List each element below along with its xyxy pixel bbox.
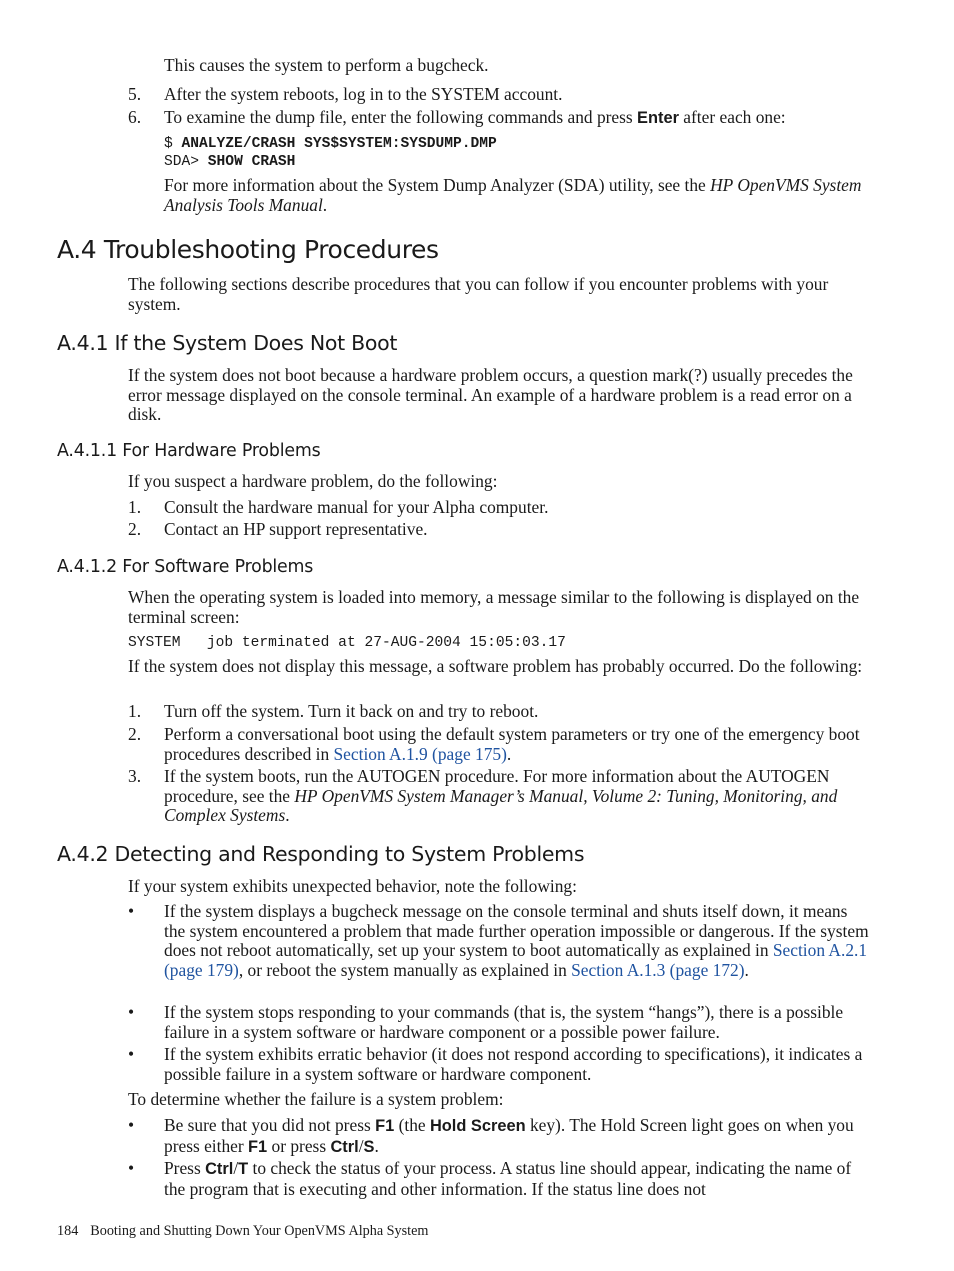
list-item-text: Press Ctrl/T to check the status of your process. A status line should appear, indicating the name of the program that is executing and other information. If the status line does not: [164, 1158, 852, 1199]
a42-paragraph-2: To determine whether the failure is a system problem:: [128, 1089, 504, 1109]
manual-title: HP OpenVMS System Analysis Tools Manual: [164, 175, 862, 215]
bullet-symbol: •: [128, 1158, 135, 1178]
a411-paragraph: If you suspect a hardware problem, do the following:: [128, 471, 498, 491]
list-number: 5.: [128, 84, 142, 104]
list-item-text: If the system boots, run the AUTOGEN procedure. For more information about the AUTOGEN procedure, see the HP OpenVMS System Manager’s Manual, Volume 2: Tuning, Monitoring, and Complex Systems.: [164, 766, 838, 826]
list-item-text: Be sure that you did not press F1 (the Hold Screen key). The Hold Screen light goes on when you press either F1 or press Ctrl/S.: [164, 1115, 854, 1156]
bullet-item-bugcheck: [128, 902, 870, 1002]
command-line-1: $ ANALYZE/CRASH SYS$SYSTEM:SYSDUMP.DMP: [164, 136, 497, 152]
bullet-symbol: •: [128, 1044, 135, 1064]
list-number: 2.: [128, 519, 142, 539]
list-item-text: If the system displays a bugcheck message on the console terminal and shuts itself down, it means the system encountered a problem that made further operation impossible or dangerous. If the system does not reboot automatically, set up your system to boot automatically as explained in Section A.2.1 (page 179), or reboot the system manually as explained in Section A.1.3 (page 172).: [164, 901, 869, 980]
bullet-symbol: •: [128, 1115, 135, 1135]
list-item-hw-1: [128, 498, 870, 518]
list-item-hw-2: [128, 520, 870, 540]
list-item-text: If the system stops responding to your commands (that is, the system “hangs”), there is a possible failure in a system software or hardware component or a possible power failure.: [164, 1002, 844, 1042]
footer-title: Booting and Shutting Down Your OpenVMS Alpha System: [90, 1223, 429, 1239]
list-item-sw-3: [128, 767, 870, 827]
a412-paragraph-2: If the system does not display this message, a software problem has probably occurred. Do the following:: [128, 656, 863, 676]
a41-paragraph: If the system does not boot because a hardware problem occurs, a question mark(?) usually precedes the error message displayed on the console terminal. An example of a hardware problem is a read error on a disk.: [128, 365, 853, 425]
page-footer: [57, 1222, 428, 1240]
f1-key: F1: [375, 1117, 395, 1135]
list-number: 2.: [128, 724, 142, 744]
manual-title: HP OpenVMS System Manager’s Manual, Volume 2: Tuning, Monitoring, and Complex Systems: [164, 785, 838, 826]
list-item-step-6: [128, 108, 870, 128]
enter-key: Enter: [637, 109, 679, 127]
link-section-a21[interactable]: Section A.2.1 (page 179): [164, 940, 868, 980]
bugcheck-note: This causes the system to perform a bugcheck.: [164, 55, 489, 75]
list-item-text: Consult the hardware manual for your Alpha computer.: [164, 497, 549, 517]
sda-info-paragraph: For more information about the System Dump Analyzer (SDA) utility, see the HP OpenVMS System Analysis Tools Manual.: [164, 175, 862, 215]
list-item-text: Turn off the system. Turn it back on and try to reboot.: [164, 701, 539, 721]
section-heading-a411: A.4.1.1 For Hardware Problems: [57, 441, 321, 461]
link-section-a13[interactable]: Section A.1.3 (page 172): [571, 959, 745, 980]
bullet-symbol: •: [128, 1002, 135, 1022]
list-number: 3.: [128, 766, 142, 786]
command-line-2: SDA> SHOW CRASH: [164, 154, 296, 170]
section-heading-a4: A.4 Troubleshooting Procedures: [57, 235, 439, 264]
f1-key: F1: [248, 1137, 268, 1156]
section-heading-a41: A.4.1 If the System Does Not Boot: [57, 331, 398, 355]
list-number: 6.: [128, 107, 142, 127]
list-item-text: If the system exhibits erratic behavior (it does not respond according to specifications), it indicates a possible failure in a system software or hardware component.: [164, 1044, 863, 1084]
list-item-step-5: [128, 85, 870, 105]
t-key: T: [238, 1160, 249, 1178]
a412-paragraph-1: When the operating system is loaded into memory, a message similar to the following is displayed on the terminal screen:: [128, 587, 860, 627]
list-item-text: After the system reboots, log in to the SYSTEM account.: [164, 84, 563, 104]
bullet-item-erratic: [128, 1045, 870, 1085]
bullet-item-hold-screen: [128, 1116, 870, 1156]
a42-paragraph: If your system exhibits unexpected behavior, note the following:: [128, 876, 577, 896]
hold-screen-key: Hold Screen: [429, 1117, 526, 1135]
section-heading-a42: A.4.2 Detecting and Responding to System Problems: [57, 842, 585, 866]
s-key: S: [363, 1137, 375, 1156]
bullet-symbol: •: [128, 901, 135, 921]
list-item-sw-1: [128, 702, 870, 722]
list-number: 1.: [128, 701, 142, 721]
bullet-item-hangs: [128, 1003, 870, 1043]
page-number: 184: [57, 1223, 79, 1239]
list-item-text: To examine the dump file, enter the following commands and press Enter after each one:: [164, 107, 786, 127]
ctrl-key: Ctrl: [205, 1160, 234, 1178]
console-message: SYSTEM job terminated at 27-AUG-2004 15:05:03.17: [128, 635, 566, 651]
list-item-text: Perform a conversational boot using the default system parameters or try one of the emergency boot procedures described in Section A.1.9 (page 175).: [164, 724, 860, 764]
ctrl-key: Ctrl: [330, 1137, 359, 1156]
list-item-sw-2: [128, 725, 870, 765]
list-number: 1.: [128, 497, 142, 517]
list-item-text: Contact an HP support representative.: [164, 519, 428, 539]
link-section-a19[interactable]: Section A.1.9 (page 175): [333, 743, 507, 764]
a4-paragraph: The following sections describe procedures that you can follow if you encounter problems with your system.: [128, 274, 829, 314]
bullet-item-ctrl-t: [128, 1159, 870, 1199]
section-heading-a412: A.4.1.2 For Software Problems: [57, 557, 314, 577]
